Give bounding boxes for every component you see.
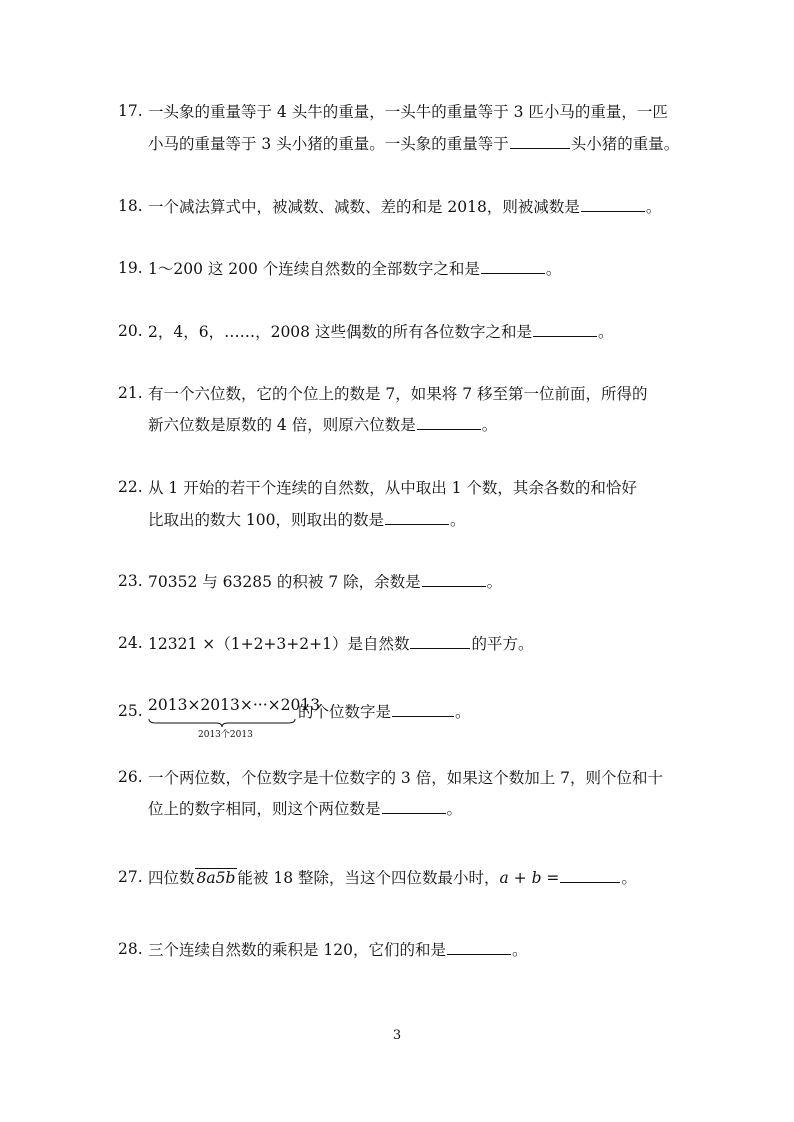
answer-blank[interactable] — [560, 868, 620, 883]
overline-number: 8a5b — [196, 869, 236, 887]
answer-blank[interactable] — [385, 510, 449, 525]
question-number: 19. — [118, 259, 143, 277]
question-text: 一个减法算式中，被减数、减数、差的和是 2018，则被减数是 。 — [148, 198, 662, 216]
page-number: 3 — [392, 1028, 402, 1043]
question-text-line1: 从 1 开始的若干个连续的自然数，从中取出 1 个数，其余各数的和恰好 — [148, 479, 637, 497]
underbrace-label: 2013个2013 — [198, 730, 253, 740]
question-text: 70352 与 63285 的积被 7 除，余数是 。 — [148, 573, 503, 591]
product-expression-text: 2013×2013×···×2013 — [148, 696, 321, 714]
answer-blank[interactable] — [581, 197, 645, 212]
question-number: 28. — [118, 940, 143, 958]
equation-label: a + b = — [499, 869, 560, 887]
question-number: 20. — [118, 322, 143, 340]
answer-blank[interactable] — [447, 940, 511, 955]
question-number: 23. — [118, 572, 143, 590]
question-text: 2，4，6，……，2008 这些偶数的所有各位数字之和是 。 — [148, 323, 614, 341]
question-text-line1: 一个两位数，个位数字是十位数字的 3 倍，如果这个数加上 7，则个位和十 — [148, 769, 664, 787]
question-text: 三个连续自然数的乘积是 120，它们的和是 。 — [148, 941, 528, 959]
answer-blank[interactable] — [382, 799, 446, 814]
question-number: 27. — [118, 868, 143, 886]
answer-blank[interactable] — [510, 134, 570, 149]
answer-blank[interactable] — [422, 572, 486, 587]
question-number: 21. — [118, 384, 143, 402]
question-text-line2: 新六位数是原数的 4 倍，则原六位数是 。 — [148, 416, 498, 434]
question-text: 1～200 这 200 个连续自然数的全部数字之和是 。 — [148, 260, 562, 278]
question-number: 22. — [118, 478, 143, 496]
question-number: 26. — [118, 768, 143, 786]
question-text: 四位数 8a5b 能被 18 整除，当这个四位数最小时，a + b = 。 — [148, 869, 637, 887]
answer-blank[interactable] — [417, 415, 481, 430]
question-text-line1: 一头象的重量等于 4 头牛的重量，一头牛的重量等于 3 匹小马的重量，一匹 — [148, 103, 668, 121]
question-text-line1: 有一个六位数，它的个位上的数是 7，如果将 7 移至第一位前面，所得的 — [148, 385, 648, 403]
answer-blank[interactable] — [481, 259, 545, 274]
answer-blank[interactable] — [533, 322, 597, 337]
question-text: 12321 ×（1+2+3+2+1）是自然数 的平方。 — [148, 635, 534, 653]
question-number: 25. — [118, 702, 143, 720]
question-number: 17. — [118, 102, 143, 120]
answer-blank[interactable] — [410, 634, 470, 649]
question-text-line2: 小马的重量等于 3 头小猪的重量。一头象的重量等于 头小猪的重量。 — [148, 135, 680, 153]
question-text-line2: 比取出的数大 100，则取出的数是 。 — [148, 511, 466, 529]
question-number: 18. — [118, 197, 143, 215]
question-number: 24. — [118, 634, 143, 652]
question-text: 2013×2013×···×2013 2013个2013 的个位数字是 。 — [148, 702, 471, 723]
answer-blank[interactable] — [392, 702, 454, 717]
question-text-line2: 位上的数字相同，则这个两位数是 。 — [148, 800, 463, 818]
